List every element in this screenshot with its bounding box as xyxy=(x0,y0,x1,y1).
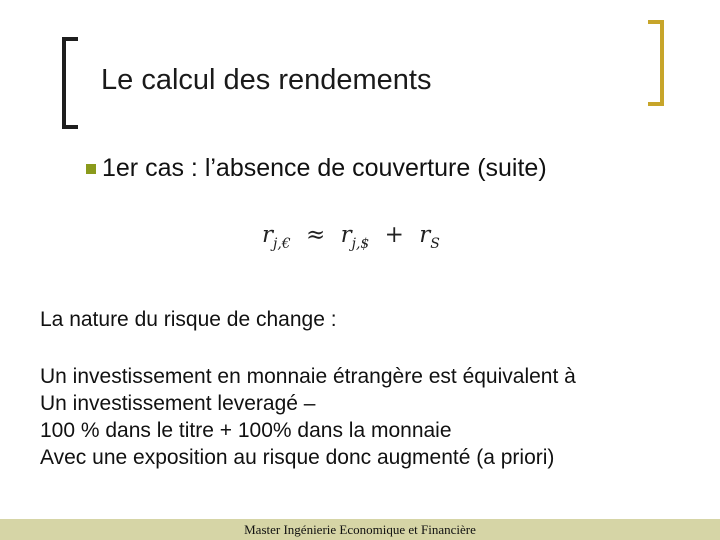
body-line-2: Un investissement leveragé – xyxy=(40,392,316,415)
formula-term2-symbol: r xyxy=(419,222,431,248)
nature-heading: La nature du risque de change : xyxy=(40,308,337,331)
return-formula xyxy=(262,222,440,252)
explanation-block xyxy=(40,363,576,471)
square-bullet-icon xyxy=(86,164,96,174)
formula-term2-subscript: S xyxy=(430,236,440,252)
bullet-item xyxy=(86,154,547,183)
body-line-4: Avec une exposition au risque donc augmenté (a priori) xyxy=(40,446,555,469)
formula-rhs-subscript: j,$ xyxy=(351,236,370,252)
formula-approx-sign: ≈ xyxy=(306,222,326,248)
body-line-3: 100 % dans le titre + 100% dans la monnaie xyxy=(40,419,452,442)
left-bracket-decoration xyxy=(62,37,78,129)
body-line-1: Un investissement en monnaie étrangère est équivalent à xyxy=(40,365,576,388)
formula-lhs-subscript: j,€ xyxy=(273,236,291,252)
formula-rhs-symbol: r xyxy=(340,222,352,248)
slide-title: Le calcul des rendements xyxy=(101,64,432,96)
right-bracket-decoration xyxy=(648,20,664,106)
footer-band xyxy=(0,519,720,540)
formula-lhs-symbol: r xyxy=(262,222,273,248)
formula-plus-sign: + xyxy=(384,222,404,248)
footer-text: Master Ingénierie Economique et Financière xyxy=(244,522,476,537)
bullet-text: 1er cas : l’absence de couverture (suite) xyxy=(102,154,547,182)
